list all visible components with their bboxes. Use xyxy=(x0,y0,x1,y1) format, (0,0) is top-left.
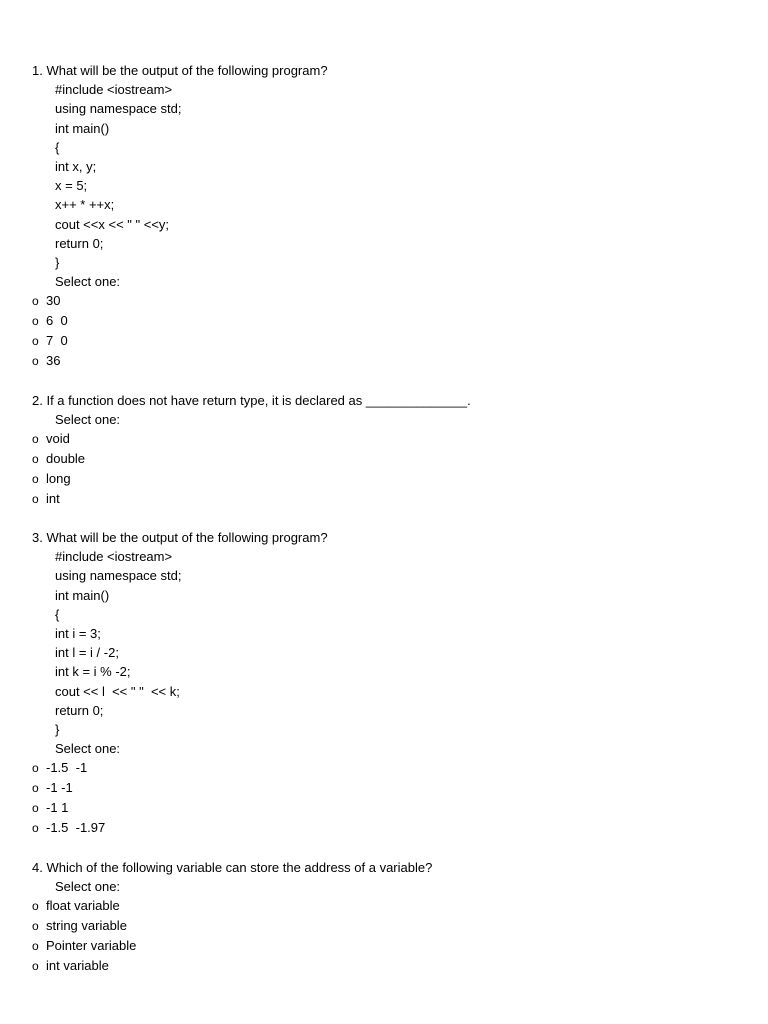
option-label: 6 0 xyxy=(46,313,68,329)
select-one-label: Select one: xyxy=(55,274,121,290)
option-q2-1[interactable] xyxy=(32,429,471,449)
option-label: int xyxy=(46,491,60,507)
option-label: -1 1 xyxy=(46,800,69,816)
option-q4-2[interactable] xyxy=(32,916,432,936)
code-line: } xyxy=(55,254,60,270)
option-q3-2[interactable] xyxy=(32,778,328,798)
radio-bullet-icon: o xyxy=(32,334,39,349)
option-q1-3[interactable] xyxy=(32,331,328,351)
option-label: double xyxy=(46,451,86,467)
radio-bullet-icon: o xyxy=(32,354,39,369)
radio-bullet-icon: o xyxy=(32,314,39,329)
code-line: { xyxy=(55,139,60,155)
question-4 xyxy=(32,858,432,976)
radio-bullet-icon: o xyxy=(32,959,39,974)
option-q2-4[interactable] xyxy=(32,489,471,509)
option-label: void xyxy=(46,431,70,447)
radio-bullet-icon: o xyxy=(32,899,39,914)
code-line: { xyxy=(55,606,60,622)
code-line: int l = i / -2; xyxy=(55,645,119,661)
radio-bullet-icon: o xyxy=(32,294,39,309)
code-line: return 0; xyxy=(55,235,104,251)
option-q4-3[interactable] xyxy=(32,936,432,956)
code-line: int main() xyxy=(55,120,110,136)
code-line: int main() xyxy=(55,587,110,603)
code-line: } xyxy=(55,721,60,737)
radio-bullet-icon: o xyxy=(32,939,39,954)
code-line: int x, y; xyxy=(55,158,97,174)
code-line: x++ * ++x; xyxy=(55,197,115,213)
select-one-label: Select one: xyxy=(55,879,121,895)
radio-bullet-icon: o xyxy=(32,919,39,934)
option-q2-3[interactable] xyxy=(32,469,471,489)
code-line: int k = i % -2; xyxy=(55,664,131,680)
option-q2-2[interactable] xyxy=(32,449,471,469)
option-label: -1.5 -1.97 xyxy=(46,820,106,836)
code-line: x = 5; xyxy=(55,178,88,194)
radio-bullet-icon: o xyxy=(32,472,39,487)
radio-bullet-icon: o xyxy=(32,781,39,796)
option-label: int variable xyxy=(46,958,109,974)
radio-bullet-icon: o xyxy=(32,761,39,776)
code-line: #include <iostream> xyxy=(55,549,173,565)
option-q4-4[interactable] xyxy=(32,956,432,976)
option-q3-4[interactable] xyxy=(32,818,328,838)
question-1 xyxy=(32,61,328,371)
option-q1-4[interactable] xyxy=(32,351,328,371)
question-2 xyxy=(32,391,471,509)
select-one-label: Select one: xyxy=(55,741,121,757)
option-label: -1.5 -1 xyxy=(46,760,88,776)
option-label: 36 xyxy=(46,353,61,369)
option-label: string variable xyxy=(46,918,127,934)
question-1-title: 1. What will be the output of the following program? xyxy=(32,63,328,78)
radio-bullet-icon: o xyxy=(32,452,39,467)
option-q3-3[interactable] xyxy=(32,798,328,818)
option-q3-1[interactable] xyxy=(32,758,328,778)
option-label: Pointer variable xyxy=(46,938,137,954)
question-2-title: 2. If a function does not have return type, it is declared as ______________. xyxy=(32,393,471,408)
option-q4-1[interactable] xyxy=(32,896,432,916)
code-line: cout <<x << " " <<y; xyxy=(55,216,170,232)
code-line: using namespace std; xyxy=(55,101,182,117)
question-3 xyxy=(32,528,328,838)
radio-bullet-icon: o xyxy=(32,432,39,447)
select-one-label: Select one: xyxy=(55,412,121,428)
radio-bullet-icon: o xyxy=(32,492,39,507)
option-label: 7 0 xyxy=(46,333,68,349)
code-line: #include <iostream> xyxy=(55,82,173,98)
code-line: cout << l << " " << k; xyxy=(55,683,180,699)
question-4-title: 4. Which of the following variable can store the address of a variable? xyxy=(32,860,433,875)
code-line: using namespace std; xyxy=(55,568,182,584)
option-label: float variable xyxy=(46,898,120,914)
code-line: return 0; xyxy=(55,702,104,718)
option-label: long xyxy=(46,471,71,487)
question-3-title: 3. What will be the output of the following program? xyxy=(32,530,328,545)
option-label: -1 -1 xyxy=(46,780,73,796)
code-line: int i = 3; xyxy=(55,625,101,641)
radio-bullet-icon: o xyxy=(32,801,39,816)
option-q1-2[interactable] xyxy=(32,311,328,331)
radio-bullet-icon: o xyxy=(32,821,39,836)
option-label: 30 xyxy=(46,293,61,309)
option-q1-1[interactable] xyxy=(32,291,328,311)
